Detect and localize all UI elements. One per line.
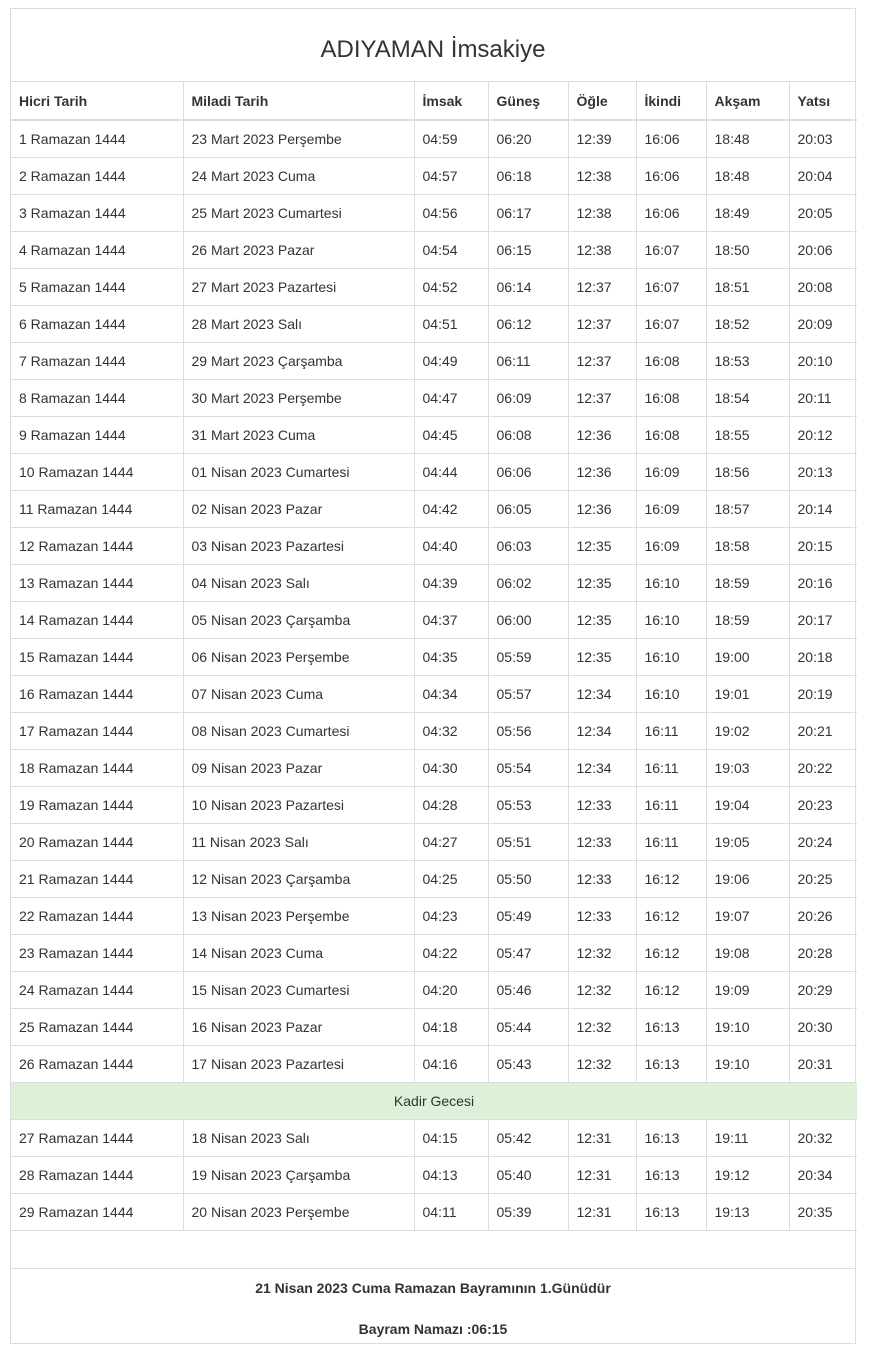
- cell-yatsi: 20:14: [789, 490, 857, 527]
- cell-hicri-tarih: 19 Ramazan 1444: [11, 786, 183, 823]
- cell-imsak: 04:39: [414, 564, 488, 601]
- cell-yatsi: 20:22: [789, 749, 857, 786]
- cell-aksam: 18:58: [706, 527, 789, 564]
- cell-aksam: 19:04: [706, 786, 789, 823]
- cell-ogle: 12:32: [568, 1008, 636, 1045]
- cell-aksam: 18:59: [706, 564, 789, 601]
- cell-ogle: 12:37: [568, 268, 636, 305]
- cell-miladi-tarih: 29 Mart 2023 Çarşamba: [183, 342, 414, 379]
- cell-ogle: 12:36: [568, 490, 636, 527]
- cell-hicri-tarih: 4 Ramazan 1444: [11, 231, 183, 268]
- cell-miladi-tarih: 12 Nisan 2023 Çarşamba: [183, 860, 414, 897]
- table-row: [11, 601, 857, 638]
- cell-imsak: 04:27: [414, 823, 488, 860]
- cell-ogle: 12:31: [568, 1193, 636, 1230]
- cell-gunes: 06:12: [488, 305, 568, 342]
- cell-miladi-tarih: 17 Nisan 2023 Pazartesi: [183, 1045, 414, 1082]
- cell-hicri-tarih: 20 Ramazan 1444: [11, 823, 183, 860]
- cell-ogle: 12:35: [568, 601, 636, 638]
- cell-aksam: 19:09: [706, 971, 789, 1008]
- cell-gunes: 06:05: [488, 490, 568, 527]
- cell-aksam: 18:57: [706, 490, 789, 527]
- cell-yatsi: 20:30: [789, 1008, 857, 1045]
- cell-ogle: 12:37: [568, 379, 636, 416]
- table-row: [11, 971, 857, 1008]
- cell-yatsi: 20:23: [789, 786, 857, 823]
- cell-yatsi: 20:18: [789, 638, 857, 675]
- cell-gunes: 06:14: [488, 268, 568, 305]
- imsakiye-table: [11, 82, 857, 1231]
- bayram-info: 21 Nisan 2023 Cuma Ramazan Bayramının 1.Günüdür: [255, 1279, 611, 1296]
- table-row: [11, 268, 857, 305]
- cell-hicri-tarih: 17 Ramazan 1444: [11, 712, 183, 749]
- table-row: [11, 860, 857, 897]
- cell-miladi-tarih: 06 Nisan 2023 Perşembe: [183, 638, 414, 675]
- table-row: [11, 231, 857, 268]
- cell-imsak: 04:42: [414, 490, 488, 527]
- cell-yatsi: 20:09: [789, 305, 857, 342]
- column-header-hicri-tarih: Hicri Tarih: [11, 82, 183, 120]
- cell-gunes: 06:00: [488, 601, 568, 638]
- cell-imsak: 04:45: [414, 416, 488, 453]
- cell-ogle: 12:39: [568, 120, 636, 157]
- cell-yatsi: 20:31: [789, 1045, 857, 1082]
- cell-aksam: 19:10: [706, 1045, 789, 1082]
- cell-gunes: 05:44: [488, 1008, 568, 1045]
- cell-yatsi: 20:06: [789, 231, 857, 268]
- cell-ikindi: 16:12: [636, 897, 706, 934]
- cell-ikindi: 16:13: [636, 1156, 706, 1193]
- cell-aksam: 19:13: [706, 1193, 789, 1230]
- cell-hicri-tarih: 9 Ramazan 1444: [11, 416, 183, 453]
- cell-yatsi: 20:25: [789, 860, 857, 897]
- cell-imsak: 04:15: [414, 1119, 488, 1156]
- cell-ogle: 12:34: [568, 675, 636, 712]
- cell-ogle: 12:31: [568, 1119, 636, 1156]
- cell-ikindi: 16:12: [636, 860, 706, 897]
- cell-imsak: 04:57: [414, 157, 488, 194]
- cell-miladi-tarih: 08 Nisan 2023 Cumartesi: [183, 712, 414, 749]
- cell-ogle: 12:35: [568, 527, 636, 564]
- cell-miladi-tarih: 07 Nisan 2023 Cuma: [183, 675, 414, 712]
- cell-gunes: 05:57: [488, 675, 568, 712]
- cell-aksam: 18:52: [706, 305, 789, 342]
- table-row: [11, 342, 857, 379]
- cell-imsak: 04:18: [414, 1008, 488, 1045]
- cell-miladi-tarih: 14 Nisan 2023 Cuma: [183, 934, 414, 971]
- cell-imsak: 04:44: [414, 453, 488, 490]
- imsakiye-panel: [10, 8, 856, 1344]
- table-row: [11, 379, 857, 416]
- cell-hicri-tarih: 28 Ramazan 1444: [11, 1156, 183, 1193]
- cell-ogle: 12:31: [568, 1156, 636, 1193]
- cell-gunes: 06:03: [488, 527, 568, 564]
- cell-hicri-tarih: 16 Ramazan 1444: [11, 675, 183, 712]
- cell-ogle: 12:36: [568, 416, 636, 453]
- cell-miladi-tarih: 20 Nisan 2023 Perşembe: [183, 1193, 414, 1230]
- table-header-row: [11, 82, 857, 120]
- table-row: [11, 786, 857, 823]
- cell-hicri-tarih: 21 Ramazan 1444: [11, 860, 183, 897]
- cell-imsak: 04:59: [414, 120, 488, 157]
- cell-imsak: 04:35: [414, 638, 488, 675]
- cell-ogle: 12:34: [568, 712, 636, 749]
- cell-hicri-tarih: 13 Ramazan 1444: [11, 564, 183, 601]
- table-row: [11, 712, 857, 749]
- cell-miladi-tarih: 09 Nisan 2023 Pazar: [183, 749, 414, 786]
- cell-gunes: 05:43: [488, 1045, 568, 1082]
- cell-aksam: 19:07: [706, 897, 789, 934]
- cell-imsak: 04:22: [414, 934, 488, 971]
- cell-miladi-tarih: 31 Mart 2023 Cuma: [183, 416, 414, 453]
- cell-hicri-tarih: 27 Ramazan 1444: [11, 1119, 183, 1156]
- cell-yatsi: 20:21: [789, 712, 857, 749]
- table-row: [11, 490, 857, 527]
- cell-imsak: 04:20: [414, 971, 488, 1008]
- table-row: [11, 305, 857, 342]
- cell-miladi-tarih: 02 Nisan 2023 Pazar: [183, 490, 414, 527]
- cell-yatsi: 20:11: [789, 379, 857, 416]
- cell-aksam: 19:03: [706, 749, 789, 786]
- column-header-miladi-tarih: Miladi Tarih: [183, 82, 414, 120]
- table-row: [11, 934, 857, 971]
- cell-miladi-tarih: 11 Nisan 2023 Salı: [183, 823, 414, 860]
- cell-miladi-tarih: 10 Nisan 2023 Pazartesi: [183, 786, 414, 823]
- cell-ikindi: 16:06: [636, 157, 706, 194]
- cell-miladi-tarih: 27 Mart 2023 Pazartesi: [183, 268, 414, 305]
- cell-imsak: 04:37: [414, 601, 488, 638]
- cell-imsak: 04:32: [414, 712, 488, 749]
- cell-yatsi: 20:03: [789, 120, 857, 157]
- cell-gunes: 05:46: [488, 971, 568, 1008]
- cell-ogle: 12:34: [568, 749, 636, 786]
- cell-ikindi: 16:07: [636, 305, 706, 342]
- kadir-gecesi-row: [11, 1082, 857, 1119]
- cell-ikindi: 16:08: [636, 379, 706, 416]
- cell-aksam: 19:05: [706, 823, 789, 860]
- table-row: [11, 157, 857, 194]
- cell-ogle: 12:32: [568, 934, 636, 971]
- cell-gunes: 06:09: [488, 379, 568, 416]
- cell-gunes: 05:42: [488, 1119, 568, 1156]
- cell-yatsi: 20:29: [789, 971, 857, 1008]
- cell-gunes: 05:50: [488, 860, 568, 897]
- cell-yatsi: 20:17: [789, 601, 857, 638]
- cell-aksam: 18:53: [706, 342, 789, 379]
- cell-hicri-tarih: 26 Ramazan 1444: [11, 1045, 183, 1082]
- bayram-namazi-time: Bayram Namazı :06:15: [358, 1320, 508, 1337]
- cell-aksam: 19:00: [706, 638, 789, 675]
- column-header-yatsi: Yatsı: [789, 82, 857, 120]
- cell-gunes: 05:59: [488, 638, 568, 675]
- cell-miladi-tarih: 28 Mart 2023 Salı: [183, 305, 414, 342]
- cell-hicri-tarih: 24 Ramazan 1444: [11, 971, 183, 1008]
- cell-ikindi: 16:11: [636, 712, 706, 749]
- page-title: ADIYAMAN İmsakiye: [11, 9, 855, 82]
- cell-imsak: 04:56: [414, 194, 488, 231]
- cell-yatsi: 20:34: [789, 1156, 857, 1193]
- cell-gunes: 05:40: [488, 1156, 568, 1193]
- cell-ikindi: 16:10: [636, 564, 706, 601]
- table-row: [11, 453, 857, 490]
- cell-gunes: 06:18: [488, 157, 568, 194]
- cell-aksam: 18:49: [706, 194, 789, 231]
- cell-ogle: 12:36: [568, 453, 636, 490]
- table-row: [11, 897, 857, 934]
- cell-yatsi: 20:24: [789, 823, 857, 860]
- cell-aksam: 18:56: [706, 453, 789, 490]
- cell-gunes: 05:51: [488, 823, 568, 860]
- cell-aksam: 18:54: [706, 379, 789, 416]
- cell-yatsi: 20:28: [789, 934, 857, 971]
- cell-hicri-tarih: 8 Ramazan 1444: [11, 379, 183, 416]
- cell-ikindi: 16:13: [636, 1119, 706, 1156]
- cell-ikindi: 16:13: [636, 1045, 706, 1082]
- cell-hicri-tarih: 10 Ramazan 1444: [11, 453, 183, 490]
- cell-imsak: 04:23: [414, 897, 488, 934]
- column-header-gunes: Güneş: [488, 82, 568, 120]
- cell-ikindi: 16:10: [636, 675, 706, 712]
- cell-ikindi: 16:10: [636, 638, 706, 675]
- cell-miladi-tarih: 03 Nisan 2023 Pazartesi: [183, 527, 414, 564]
- table-row: [11, 638, 857, 675]
- cell-aksam: 19:06: [706, 860, 789, 897]
- cell-hicri-tarih: 5 Ramazan 1444: [11, 268, 183, 305]
- table-row: [11, 1008, 857, 1045]
- cell-yatsi: 20:16: [789, 564, 857, 601]
- table-row: [11, 120, 857, 157]
- cell-yatsi: 20:04: [789, 157, 857, 194]
- cell-yatsi: 20:19: [789, 675, 857, 712]
- cell-miladi-tarih: 01 Nisan 2023 Cumartesi: [183, 453, 414, 490]
- cell-miladi-tarih: 26 Mart 2023 Pazar: [183, 231, 414, 268]
- cell-yatsi: 20:12: [789, 416, 857, 453]
- table-row: [11, 527, 857, 564]
- cell-ikindi: 16:11: [636, 823, 706, 860]
- cell-hicri-tarih: 18 Ramazan 1444: [11, 749, 183, 786]
- cell-aksam: 18:59: [706, 601, 789, 638]
- cell-hicri-tarih: 1 Ramazan 1444: [11, 120, 183, 157]
- cell-aksam: 19:10: [706, 1008, 789, 1045]
- table-row: [11, 564, 857, 601]
- cell-yatsi: 20:26: [789, 897, 857, 934]
- cell-aksam: 18:48: [706, 157, 789, 194]
- column-header-ogle: Öğle: [568, 82, 636, 120]
- table-row: [11, 749, 857, 786]
- cell-hicri-tarih: 2 Ramazan 1444: [11, 157, 183, 194]
- cell-aksam: 18:48: [706, 120, 789, 157]
- cell-hicri-tarih: 14 Ramazan 1444: [11, 601, 183, 638]
- cell-yatsi: 20:13: [789, 453, 857, 490]
- cell-ikindi: 16:13: [636, 1008, 706, 1045]
- cell-aksam: 19:08: [706, 934, 789, 971]
- cell-gunes: 06:11: [488, 342, 568, 379]
- cell-hicri-tarih: 7 Ramazan 1444: [11, 342, 183, 379]
- cell-ikindi: 16:13: [636, 1193, 706, 1230]
- cell-ogle: 12:33: [568, 823, 636, 860]
- cell-yatsi: 20:32: [789, 1119, 857, 1156]
- cell-ogle: 12:38: [568, 157, 636, 194]
- note-cell: Kadir Gecesi: [11, 1082, 857, 1119]
- cell-imsak: 04:40: [414, 527, 488, 564]
- table-row: [11, 1045, 857, 1082]
- cell-miladi-tarih: 04 Nisan 2023 Salı: [183, 564, 414, 601]
- cell-imsak: 04:13: [414, 1156, 488, 1193]
- cell-ikindi: 16:06: [636, 194, 706, 231]
- cell-hicri-tarih: 12 Ramazan 1444: [11, 527, 183, 564]
- cell-imsak: 04:51: [414, 305, 488, 342]
- column-header-aksam: Akşam: [706, 82, 789, 120]
- column-header-ikindi: İkindi: [636, 82, 706, 120]
- cell-ogle: 12:32: [568, 1045, 636, 1082]
- cell-ikindi: 16:09: [636, 453, 706, 490]
- table-row: [11, 194, 857, 231]
- cell-hicri-tarih: 22 Ramazan 1444: [11, 897, 183, 934]
- cell-miladi-tarih: 23 Mart 2023 Perşembe: [183, 120, 414, 157]
- cell-ikindi: 16:12: [636, 934, 706, 971]
- cell-ikindi: 16:11: [636, 786, 706, 823]
- table-row: [11, 1193, 857, 1230]
- table-body: [11, 120, 857, 1230]
- cell-imsak: 04:25: [414, 860, 488, 897]
- cell-yatsi: 20:10: [789, 342, 857, 379]
- cell-ikindi: 16:06: [636, 120, 706, 157]
- cell-imsak: 04:52: [414, 268, 488, 305]
- footer-spacer: [11, 1231, 855, 1269]
- cell-miladi-tarih: 25 Mart 2023 Cumartesi: [183, 194, 414, 231]
- column-header-imsak: İmsak: [414, 82, 488, 120]
- cell-miladi-tarih: 18 Nisan 2023 Salı: [183, 1119, 414, 1156]
- cell-gunes: 05:49: [488, 897, 568, 934]
- cell-ogle: 12:33: [568, 897, 636, 934]
- cell-gunes: 06:20: [488, 120, 568, 157]
- cell-aksam: 18:51: [706, 268, 789, 305]
- cell-ogle: 12:38: [568, 194, 636, 231]
- cell-hicri-tarih: 23 Ramazan 1444: [11, 934, 183, 971]
- cell-aksam: 18:55: [706, 416, 789, 453]
- cell-gunes: 05:39: [488, 1193, 568, 1230]
- cell-aksam: 18:50: [706, 231, 789, 268]
- cell-aksam: 19:01: [706, 675, 789, 712]
- cell-gunes: 06:02: [488, 564, 568, 601]
- cell-ogle: 12:37: [568, 305, 636, 342]
- cell-gunes: 05:56: [488, 712, 568, 749]
- cell-gunes: 06:06: [488, 453, 568, 490]
- cell-hicri-tarih: 6 Ramazan 1444: [11, 305, 183, 342]
- cell-miladi-tarih: 13 Nisan 2023 Perşembe: [183, 897, 414, 934]
- cell-imsak: 04:47: [414, 379, 488, 416]
- cell-hicri-tarih: 15 Ramazan 1444: [11, 638, 183, 675]
- cell-ikindi: 16:07: [636, 268, 706, 305]
- cell-ikindi: 16:11: [636, 749, 706, 786]
- cell-ikindi: 16:07: [636, 231, 706, 268]
- cell-imsak: 04:11: [414, 1193, 488, 1230]
- cell-ikindi: 16:08: [636, 416, 706, 453]
- cell-yatsi: 20:05: [789, 194, 857, 231]
- cell-ogle: 12:38: [568, 231, 636, 268]
- cell-gunes: 06:15: [488, 231, 568, 268]
- cell-ikindi: 16:08: [636, 342, 706, 379]
- cell-imsak: 04:30: [414, 749, 488, 786]
- cell-ikindi: 16:12: [636, 971, 706, 1008]
- table-row: [11, 675, 857, 712]
- cell-imsak: 04:49: [414, 342, 488, 379]
- cell-ogle: 12:32: [568, 971, 636, 1008]
- cell-aksam: 19:02: [706, 712, 789, 749]
- cell-miladi-tarih: 16 Nisan 2023 Pazar: [183, 1008, 414, 1045]
- cell-gunes: 05:47: [488, 934, 568, 971]
- cell-imsak: 04:54: [414, 231, 488, 268]
- cell-ogle: 12:35: [568, 564, 636, 601]
- cell-miladi-tarih: 19 Nisan 2023 Çarşamba: [183, 1156, 414, 1193]
- cell-miladi-tarih: 24 Mart 2023 Cuma: [183, 157, 414, 194]
- cell-ogle: 12:33: [568, 786, 636, 823]
- cell-ogle: 12:35: [568, 638, 636, 675]
- table-row: [11, 1156, 857, 1193]
- cell-yatsi: 20:08: [789, 268, 857, 305]
- table-row: [11, 416, 857, 453]
- cell-miladi-tarih: 30 Mart 2023 Perşembe: [183, 379, 414, 416]
- cell-hicri-tarih: 25 Ramazan 1444: [11, 1008, 183, 1045]
- table-row: [11, 1119, 857, 1156]
- cell-yatsi: 20:35: [789, 1193, 857, 1230]
- cell-hicri-tarih: 3 Ramazan 1444: [11, 194, 183, 231]
- cell-ikindi: 16:09: [636, 490, 706, 527]
- cell-imsak: 04:16: [414, 1045, 488, 1082]
- cell-miladi-tarih: 15 Nisan 2023 Cumartesi: [183, 971, 414, 1008]
- cell-hicri-tarih: 29 Ramazan 1444: [11, 1193, 183, 1230]
- cell-gunes: 06:08: [488, 416, 568, 453]
- cell-ikindi: 16:09: [636, 527, 706, 564]
- cell-gunes: 06:17: [488, 194, 568, 231]
- cell-ogle: 12:37: [568, 342, 636, 379]
- cell-aksam: 19:11: [706, 1119, 789, 1156]
- cell-yatsi: 20:15: [789, 527, 857, 564]
- cell-ikindi: 16:10: [636, 601, 706, 638]
- cell-ogle: 12:33: [568, 860, 636, 897]
- cell-aksam: 19:12: [706, 1156, 789, 1193]
- cell-miladi-tarih: 05 Nisan 2023 Çarşamba: [183, 601, 414, 638]
- cell-imsak: 04:28: [414, 786, 488, 823]
- cell-gunes: 05:54: [488, 749, 568, 786]
- cell-gunes: 05:53: [488, 786, 568, 823]
- cell-imsak: 04:34: [414, 675, 488, 712]
- table-row: [11, 823, 857, 860]
- cell-hicri-tarih: 11 Ramazan 1444: [11, 490, 183, 527]
